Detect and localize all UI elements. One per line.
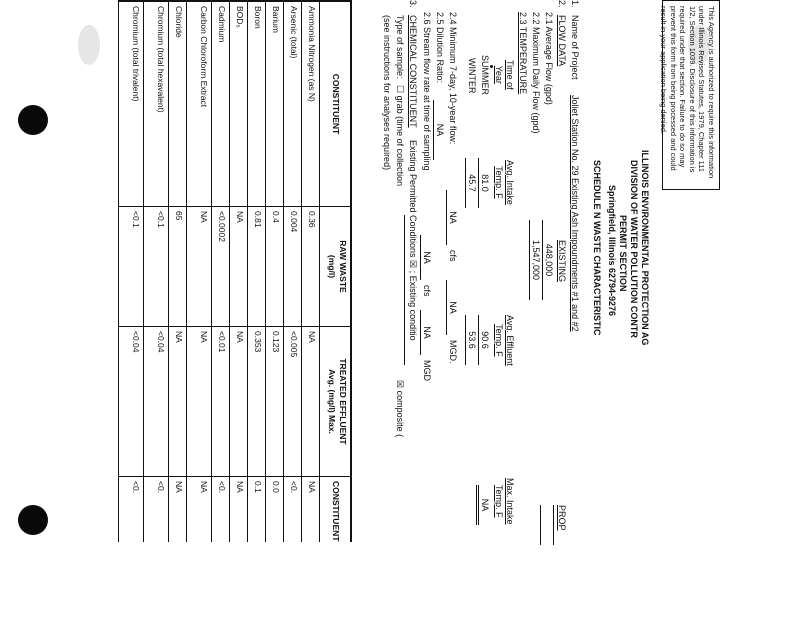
header-raw-waste: RAW WASTE (mg/l)	[320, 207, 350, 327]
treated-effluent-value: 0.353	[248, 327, 265, 477]
temp-header-effluent: Avg. Effluent Temp. F	[494, 315, 515, 366]
table-row	[301, 2, 319, 542]
item3-number: 3.	[408, 0, 418, 8]
treated-effluent-value: NA	[302, 327, 319, 477]
agency-line3: PERMIT SECTION	[618, 215, 628, 292]
raw-waste-value: <0.0002	[212, 207, 229, 327]
min7day-mgd-unit: MGD.	[448, 340, 458, 364]
rotated-form-page	[131, 0, 720, 542]
schedule-title: SCHEDULE N WASTE CHARACTERISTIC	[592, 160, 602, 336]
extra-column-value: <0.	[289, 481, 299, 494]
average-flow-proposed-blank	[553, 505, 554, 545]
extra-column-value: <0.	[131, 481, 141, 494]
temperature-label: 2.3 TEMPERATURE	[518, 12, 528, 95]
max-flow-proposed-blank	[540, 505, 541, 545]
table-row	[283, 2, 301, 542]
constituent-name: Barium	[266, 2, 283, 207]
min7day-cfs-value: NA	[446, 190, 458, 245]
min7day-mgd-value: NA	[446, 280, 458, 335]
stream-flow-mgd-value: NA	[420, 310, 432, 355]
extra-column-value: 0.1	[253, 481, 263, 493]
treated-effluent-value: <0.01	[212, 327, 229, 477]
min7day-label: 2.4 Minimum 7-day, 10-year flow:	[448, 12, 458, 145]
constituent-name: Chromium (total trivalent)	[119, 2, 143, 207]
sample-type-label: Type of sample:	[395, 15, 405, 79]
header-treated-effluent: TREATED EFFLUENT Avg. (mg/l) Max.	[320, 327, 350, 477]
table-row	[247, 2, 265, 542]
temp-header-time: Time of Year	[494, 60, 515, 90]
raw-waste-value: <0.1	[144, 207, 168, 327]
binder-hole-bottom	[18, 505, 48, 535]
extra-column-value: NA	[235, 481, 245, 493]
raw-waste-value: 0.004	[284, 207, 301, 327]
agency-line2: DIVISION OF WATER POLLUTION CONTR	[629, 160, 639, 338]
constituent-name: Boron	[248, 2, 265, 207]
analyses-instructions-note: (see instructions for analyses required)	[382, 15, 392, 171]
constituent-name: Arsenic (total)	[284, 2, 301, 207]
conditions-checkboxes: Existing Permitted Conditions ☒ ; Existing conditio	[408, 140, 418, 341]
flow-data-label: FLOW DATA	[557, 15, 567, 67]
summer-effluent: 90.6	[478, 315, 490, 365]
table-row	[143, 2, 168, 542]
raw-waste-value: 65	[169, 207, 186, 327]
table-row	[186, 2, 211, 542]
table-row	[118, 2, 143, 542]
winter-intake: 45.7	[465, 158, 477, 208]
sample-type-grab: ☐ grab (time of collection	[395, 85, 405, 187]
collection-time-blank	[404, 215, 405, 365]
table-header-row	[319, 2, 350, 542]
raw-waste-value: 0.36	[302, 207, 319, 327]
extra-column-value: <0.	[156, 481, 166, 494]
table-row	[168, 2, 186, 542]
raw-waste-value: 0.4	[266, 207, 283, 327]
sample-type-composite: ☒ composite (	[395, 380, 405, 438]
extra-column-value: NA	[199, 481, 209, 493]
table-row	[229, 2, 247, 542]
treated-effluent-value: NA	[187, 327, 211, 477]
table-row	[265, 2, 283, 542]
stream-flow-mgd-unit: MGD	[422, 360, 432, 381]
extra-column-value: NA	[307, 481, 317, 493]
authority-notice: This Agency is authorized to require this information under Illinois Revised Statutes, 1979, Chapter 111 1/2, Section 1039. Disclosure of this information is required under that section. Failure to do so may prevent this form from being processed and could result in your application being denied.	[662, 0, 720, 190]
item1-number: 1.	[570, 0, 580, 8]
proposed-column-header: PROP	[557, 505, 567, 531]
summer-intake: 81.0	[478, 158, 490, 208]
max-flow-value: 1,547,000	[529, 220, 541, 300]
summer-label: SUMMER	[480, 55, 490, 95]
raw-waste-value: NA	[187, 207, 211, 327]
average-flow-label: 2.1 Average Flow (gpd)	[544, 12, 554, 105]
temp-header-intake: Avg. Intake Temp. F	[494, 160, 515, 205]
table-body	[118, 2, 319, 542]
treated-effluent-value: <0.04	[119, 327, 143, 477]
extra-column-value: NA	[174, 481, 184, 493]
extra-column-value: 0.0	[271, 481, 281, 493]
raw-waste-value: 0.81	[248, 207, 265, 327]
constituent-name: BOD₅	[230, 2, 247, 207]
header-constituent: CONSTITUENT	[320, 2, 350, 207]
winter-label: WINTER	[467, 58, 477, 94]
agency-line4: Springfield, Illinois 62794-9276	[607, 185, 617, 317]
binder-hole-top	[18, 105, 48, 135]
winter-effluent: 53.6	[465, 315, 477, 365]
chemical-constituent-label: CHEMICAL CONSTITUENT	[408, 15, 418, 128]
constituent-name: Chromium (total hexavalent)	[144, 2, 168, 207]
dilution-ratio-label: 2.5 Dilution Ratio:	[435, 12, 445, 84]
item2-number: 2.	[557, 0, 567, 8]
treated-effluent-value: <0.005	[284, 327, 301, 477]
header-constituent-2: CONSTITUENT	[331, 481, 341, 542]
treated-effluent-value: <0.04	[144, 327, 168, 477]
constituent-name: Chloride	[169, 2, 186, 207]
winter-max-intake-blank	[476, 485, 477, 525]
constituent-name: Cadmium	[212, 2, 229, 207]
treated-effluent-value: 0.123	[266, 327, 283, 477]
raw-waste-value: NA	[230, 207, 247, 327]
constituent-name: Carbon Chloroform Extract	[187, 2, 211, 207]
max-flow-label: 2.2 Maximum Daily Flow (gpd)	[531, 12, 541, 134]
stream-flow-cfs-unit: cfs	[422, 285, 432, 297]
raw-waste-value: <0.1	[119, 207, 143, 327]
treated-effluent-value: NA	[230, 327, 247, 477]
treated-effluent-value: NA	[169, 327, 186, 477]
average-flow-value: 448,000	[542, 220, 554, 300]
stream-flow-cfs-value: NA	[420, 235, 432, 280]
item1-label: Name of Project	[570, 15, 580, 80]
summer-max-intake: NA	[478, 485, 490, 525]
constituent-table	[118, 0, 352, 542]
agency-line1: ILLINOIS ENVIRONMENTAL PROTECTION AG	[640, 150, 650, 346]
stream-flow-label: 2.6 Stream flow rate at time of sampling	[422, 12, 432, 171]
min7day-cfs-unit: cfs	[448, 250, 458, 262]
table-row	[211, 2, 229, 542]
dilution-ratio-value: NA	[433, 100, 445, 160]
project-name-value: Joliet Station No. 29 Existing Ash Impoundments #1 and #2	[570, 95, 580, 332]
existing-column-header: EXISTING	[557, 240, 567, 283]
constituent-name: Ammonia Nitrogen (as N)	[302, 2, 319, 207]
extra-column-value: <0.	[217, 481, 227, 494]
bleed-through-mark	[78, 25, 100, 65]
temp-header-max-intake: Max. Intake Temp. F	[494, 478, 515, 525]
